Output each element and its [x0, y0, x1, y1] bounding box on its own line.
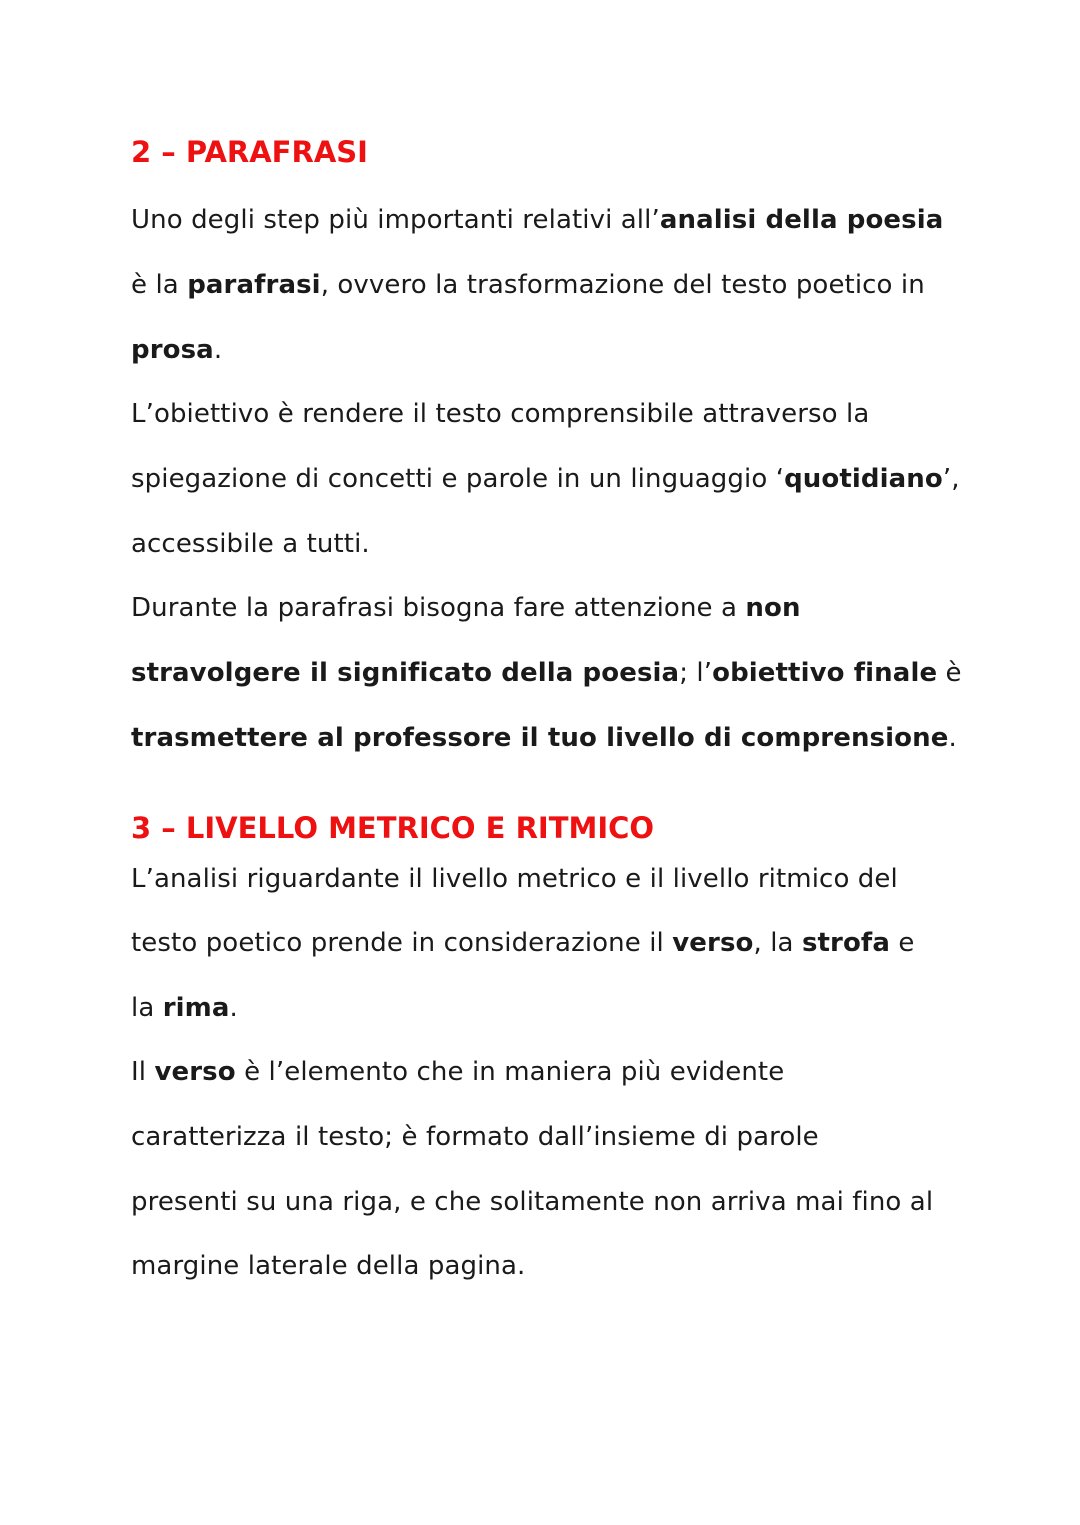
section-2-line	[131, 527, 370, 561]
bold-text-run: parafrasi	[187, 270, 321, 300]
text-run: spiegazione di concetti e parole in un linguaggio ‘	[131, 464, 785, 494]
text-run: Uno degli step più importanti relativi all’	[131, 205, 660, 235]
section-3-line	[131, 862, 898, 896]
section-3-line	[131, 1249, 525, 1283]
text-run: Durante la parafrasi bisogna fare attenzione a	[131, 593, 746, 623]
section-2-line	[131, 333, 222, 367]
text-run: presenti su una riga, e che solitamente non arriva mai fino al	[131, 1187, 934, 1217]
section-2-line	[131, 462, 960, 496]
text-run: ’,	[942, 464, 960, 494]
bold-text-run: obiettivo finale	[712, 658, 938, 688]
bold-text-run: analisi della poesia	[659, 205, 944, 235]
section-3-heading: 3 – LIVELLO METRICO E RITMICO	[131, 811, 655, 845]
text-run: L’analisi riguardante il livello metrico e il livello ritmico del	[131, 864, 898, 894]
text-run: , ovvero la trasformazione del testo poetico in	[320, 270, 925, 300]
section-2-line	[131, 591, 801, 625]
section-2-line	[131, 268, 925, 302]
text-run: è la	[131, 270, 188, 300]
text-run: e	[889, 928, 915, 958]
bold-text-run: prosa	[131, 335, 214, 365]
section-2-line	[131, 656, 962, 690]
text-run: testo poetico prende in considerazione il	[131, 928, 673, 958]
text-run: caratterizza il testo; è formato dall’insieme di parole	[131, 1122, 819, 1152]
section-3-line	[131, 1055, 784, 1089]
section-2-line	[131, 397, 869, 431]
text-run: margine laterale della pagina.	[131, 1251, 526, 1281]
section-2-heading: 2 – PARAFRASI	[131, 135, 368, 169]
section-2-line	[131, 203, 943, 237]
bold-text-run: verso	[154, 1057, 236, 1087]
section-3-line	[131, 926, 914, 960]
text-run: L’obiettivo è rendere il testo comprensibile attraverso la	[131, 399, 870, 429]
section-3-line	[131, 991, 238, 1025]
section-3-line	[131, 1185, 933, 1219]
text-run: .	[229, 993, 238, 1023]
bold-text-run: non	[745, 593, 801, 623]
text-run: .	[213, 335, 223, 365]
text-run: la	[131, 993, 163, 1023]
text-run: ; l’	[679, 658, 713, 688]
bold-text-run: verso	[672, 928, 754, 958]
section-2-line	[131, 721, 957, 755]
text-run: .	[948, 723, 957, 753]
text-run: è l’elemento che in maniera più evidente	[235, 1057, 785, 1087]
bold-text-run: trasmettere al professore il tuo livello di comprensione	[131, 723, 949, 753]
text-run: Il	[131, 1057, 155, 1087]
bold-text-run: strofa	[801, 928, 890, 958]
text-run: accessibile a tutti.	[131, 529, 370, 559]
bold-text-run: quotidiano	[784, 464, 943, 494]
text-run: , la	[753, 928, 802, 958]
text-run: è	[937, 658, 962, 688]
bold-text-run: stravolgere il significato della poesia	[131, 658, 680, 688]
bold-text-run: rima	[162, 993, 230, 1023]
section-3-line	[131, 1120, 819, 1154]
